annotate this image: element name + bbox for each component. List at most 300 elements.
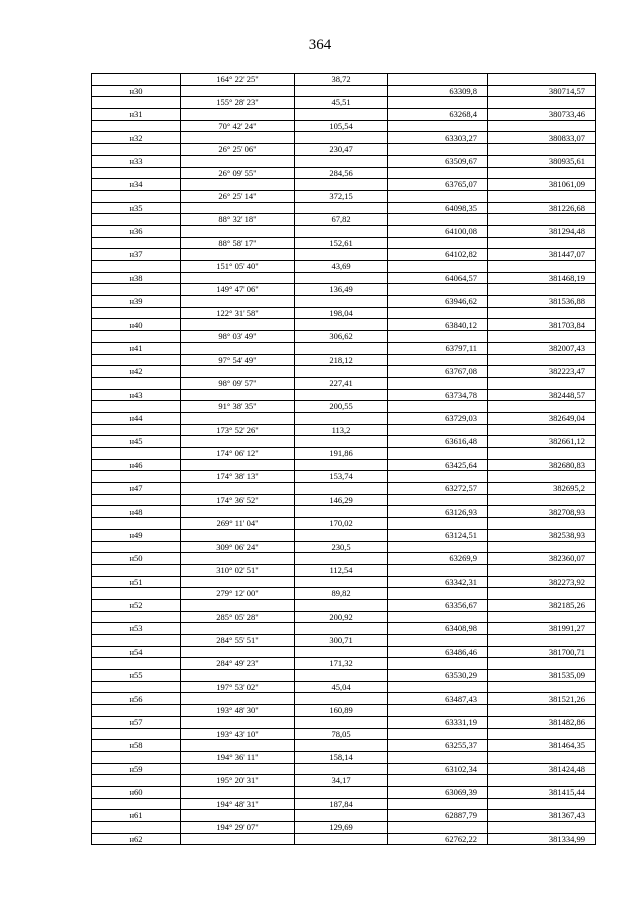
point-row — [92, 529, 596, 541]
segment-angle: 98° 09' 57" — [181, 377, 295, 389]
empty-cell — [92, 494, 181, 506]
point-name: н46 — [92, 459, 181, 471]
segment-length: 187,84 — [295, 798, 388, 810]
empty-cell — [92, 588, 181, 600]
empty-cell — [295, 225, 388, 237]
segment-angle: 310° 02' 51" — [181, 564, 295, 576]
empty-cell — [295, 109, 388, 121]
segment-angle: 26° 09' 55" — [181, 167, 295, 179]
empty-cell — [488, 307, 596, 319]
point-x: 63425,64 — [388, 459, 488, 471]
empty-cell — [295, 459, 388, 471]
point-y: 381294,48 — [488, 225, 596, 237]
empty-cell — [92, 144, 181, 156]
empty-cell — [181, 693, 295, 705]
point-x: 63729,03 — [388, 412, 488, 424]
point-y: 380833,07 — [488, 132, 596, 144]
point-y: 380935,61 — [488, 155, 596, 167]
empty-cell — [388, 284, 488, 296]
empty-cell — [488, 97, 596, 109]
segment-angle: 70° 42' 24" — [181, 120, 295, 132]
empty-cell — [181, 810, 295, 822]
empty-cell — [295, 366, 388, 378]
empty-cell — [295, 786, 388, 798]
empty-cell — [92, 728, 181, 740]
point-name: н48 — [92, 506, 181, 518]
point-x: 63269,9 — [388, 553, 488, 565]
point-name: н61 — [92, 810, 181, 822]
point-row — [92, 459, 596, 471]
segment-angle: 284° 55' 51" — [181, 635, 295, 647]
segment-length: 200,92 — [295, 611, 388, 623]
point-y: 382708,93 — [488, 506, 596, 518]
empty-cell — [92, 377, 181, 389]
segment-angle: 88° 32' 18" — [181, 214, 295, 226]
segment-length: 170,02 — [295, 518, 388, 530]
point-row — [92, 109, 596, 121]
segment-length: 198,04 — [295, 307, 388, 319]
empty-cell — [92, 354, 181, 366]
point-y: 381991,27 — [488, 623, 596, 635]
segment-angle: 193° 43' 10" — [181, 728, 295, 740]
point-row — [92, 85, 596, 97]
point-y: 381700,71 — [488, 646, 596, 658]
segment-length: 372,15 — [295, 190, 388, 202]
point-name: н37 — [92, 249, 181, 261]
empty-cell — [92, 541, 181, 553]
empty-cell — [488, 494, 596, 506]
empty-cell — [488, 658, 596, 670]
point-x: 63530,29 — [388, 670, 488, 682]
point-x: 64100,08 — [388, 225, 488, 237]
point-name: н54 — [92, 646, 181, 658]
empty-cell — [181, 529, 295, 541]
empty-cell — [488, 448, 596, 460]
coordinates-table-body — [92, 74, 596, 845]
empty-cell — [488, 120, 596, 132]
segment-angle: 155° 28' 23" — [181, 97, 295, 109]
segment-row — [92, 635, 596, 647]
point-row — [92, 483, 596, 495]
empty-cell — [92, 167, 181, 179]
segment-row — [92, 144, 596, 156]
point-y: 381482,86 — [488, 716, 596, 728]
point-name: н43 — [92, 389, 181, 401]
segment-row — [92, 97, 596, 109]
segment-row — [92, 401, 596, 413]
segment-length: 306,62 — [295, 331, 388, 343]
empty-cell — [181, 155, 295, 167]
point-row — [92, 810, 596, 822]
point-row — [92, 786, 596, 798]
segment-length: 112,54 — [295, 564, 388, 576]
empty-cell — [295, 319, 388, 331]
point-x: 63487,43 — [388, 693, 488, 705]
empty-cell — [388, 471, 488, 483]
point-x: 63255,37 — [388, 740, 488, 752]
point-y: 381536,88 — [488, 296, 596, 308]
empty-cell — [488, 401, 596, 413]
empty-cell — [92, 424, 181, 436]
segment-angle: 195° 20' 31" — [181, 775, 295, 787]
segment-angle: 174° 38' 13" — [181, 471, 295, 483]
point-row — [92, 319, 596, 331]
empty-cell — [92, 214, 181, 226]
segment-row — [92, 167, 596, 179]
segment-row — [92, 471, 596, 483]
empty-cell — [181, 599, 295, 611]
empty-cell — [388, 190, 488, 202]
point-x: 63331,19 — [388, 716, 488, 728]
point-row — [92, 506, 596, 518]
empty-cell — [181, 506, 295, 518]
point-y: 381424,48 — [488, 763, 596, 775]
empty-cell — [388, 518, 488, 530]
segment-row — [92, 120, 596, 132]
segment-angle: 97° 54' 49" — [181, 354, 295, 366]
segment-angle: 193° 48' 30" — [181, 705, 295, 717]
point-row — [92, 670, 596, 682]
point-x: 63840,12 — [388, 319, 488, 331]
empty-cell — [92, 658, 181, 670]
empty-cell — [92, 751, 181, 763]
segment-length: 152,61 — [295, 237, 388, 249]
segment-row — [92, 214, 596, 226]
segment-row — [92, 448, 596, 460]
segment-length: 153,74 — [295, 471, 388, 483]
empty-cell — [92, 471, 181, 483]
empty-cell — [92, 775, 181, 787]
segment-row — [92, 377, 596, 389]
empty-cell — [295, 716, 388, 728]
point-row — [92, 576, 596, 588]
point-row — [92, 296, 596, 308]
empty-cell — [488, 635, 596, 647]
point-y: 382185,26 — [488, 599, 596, 611]
segment-row — [92, 798, 596, 810]
segment-length: 113,2 — [295, 424, 388, 436]
empty-cell — [388, 775, 488, 787]
point-y: 382538,93 — [488, 529, 596, 541]
point-row — [92, 763, 596, 775]
empty-cell — [295, 693, 388, 705]
point-name: н38 — [92, 272, 181, 284]
point-row — [92, 342, 596, 354]
point-row — [92, 179, 596, 191]
empty-cell — [92, 190, 181, 202]
point-y: 381703,84 — [488, 319, 596, 331]
empty-cell — [295, 740, 388, 752]
point-y: 382680,83 — [488, 459, 596, 471]
point-x: 63616,48 — [388, 436, 488, 448]
empty-cell — [181, 249, 295, 261]
empty-cell — [488, 822, 596, 834]
segment-length: 171,32 — [295, 658, 388, 670]
point-x: 64064,57 — [388, 272, 488, 284]
empty-cell — [181, 412, 295, 424]
segment-angle: 285° 05' 28" — [181, 611, 295, 623]
empty-cell — [488, 611, 596, 623]
segment-angle: 164° 22' 25" — [181, 74, 295, 86]
point-x: 63303,27 — [388, 132, 488, 144]
empty-cell — [92, 822, 181, 834]
segment-angle: 122° 31' 58" — [181, 307, 295, 319]
point-row — [92, 202, 596, 214]
empty-cell — [388, 541, 488, 553]
point-name: н33 — [92, 155, 181, 167]
segment-angle: 194° 29' 07" — [181, 822, 295, 834]
empty-cell — [92, 261, 181, 273]
empty-cell — [488, 471, 596, 483]
point-x: 64102,82 — [388, 249, 488, 261]
empty-cell — [181, 716, 295, 728]
empty-cell — [295, 810, 388, 822]
point-name: н42 — [92, 366, 181, 378]
empty-cell — [92, 681, 181, 693]
segment-angle: 174° 06' 12" — [181, 448, 295, 460]
empty-cell — [295, 833, 388, 845]
segment-length: 146,29 — [295, 494, 388, 506]
empty-cell — [295, 412, 388, 424]
segment-angle: 279° 12' 00" — [181, 588, 295, 600]
point-row — [92, 740, 596, 752]
point-name: н62 — [92, 833, 181, 845]
point-x: 63765,07 — [388, 179, 488, 191]
empty-cell — [488, 728, 596, 740]
point-row — [92, 155, 596, 167]
empty-cell — [488, 564, 596, 576]
empty-cell — [388, 751, 488, 763]
point-x: 63069,39 — [388, 786, 488, 798]
point-x: 62762,22 — [388, 833, 488, 845]
empty-cell — [388, 74, 488, 86]
empty-cell — [181, 132, 295, 144]
segment-row — [92, 494, 596, 506]
segment-row — [92, 284, 596, 296]
point-row — [92, 436, 596, 448]
segment-row — [92, 705, 596, 717]
empty-cell — [92, 331, 181, 343]
point-name: н45 — [92, 436, 181, 448]
empty-cell — [295, 389, 388, 401]
empty-cell — [92, 307, 181, 319]
empty-cell — [388, 237, 488, 249]
point-name: н53 — [92, 623, 181, 635]
segment-row — [92, 424, 596, 436]
point-x: 64098,35 — [388, 202, 488, 214]
empty-cell — [181, 389, 295, 401]
empty-cell — [181, 833, 295, 845]
coordinates-table — [91, 73, 596, 845]
point-y: 382360,07 — [488, 553, 596, 565]
point-x: 63272,57 — [388, 483, 488, 495]
point-x: 63486,46 — [388, 646, 488, 658]
point-row — [92, 599, 596, 611]
empty-cell — [388, 822, 488, 834]
point-y: 380714,57 — [488, 85, 596, 97]
point-name: н58 — [92, 740, 181, 752]
empty-cell — [295, 85, 388, 97]
segment-angle: 91° 38' 35" — [181, 401, 295, 413]
segment-row — [92, 261, 596, 273]
empty-cell — [92, 284, 181, 296]
segment-length: 78,05 — [295, 728, 388, 740]
point-name: н30 — [92, 85, 181, 97]
point-x: 63309,8 — [388, 85, 488, 97]
point-y: 382223,47 — [488, 366, 596, 378]
point-y: 382273,92 — [488, 576, 596, 588]
point-name: н44 — [92, 412, 181, 424]
segment-row — [92, 354, 596, 366]
point-x: 63102,34 — [388, 763, 488, 775]
point-row — [92, 132, 596, 144]
empty-cell — [181, 623, 295, 635]
segment-angle: 149° 47' 06" — [181, 284, 295, 296]
empty-cell — [388, 377, 488, 389]
point-row — [92, 366, 596, 378]
empty-cell — [388, 448, 488, 460]
empty-cell — [295, 179, 388, 191]
segment-length: 230,47 — [295, 144, 388, 156]
segment-row — [92, 518, 596, 530]
point-name: н50 — [92, 553, 181, 565]
point-name: н40 — [92, 319, 181, 331]
segment-row — [92, 190, 596, 202]
empty-cell — [488, 167, 596, 179]
empty-cell — [92, 635, 181, 647]
point-x: 63126,93 — [388, 506, 488, 518]
point-name: н49 — [92, 529, 181, 541]
empty-cell — [388, 705, 488, 717]
empty-cell — [295, 670, 388, 682]
point-y: 382448,57 — [488, 389, 596, 401]
empty-cell — [181, 670, 295, 682]
point-row — [92, 249, 596, 261]
empty-cell — [295, 646, 388, 658]
segment-length: 284,56 — [295, 167, 388, 179]
point-y: 381521,26 — [488, 693, 596, 705]
point-row — [92, 646, 596, 658]
empty-cell — [295, 506, 388, 518]
empty-cell — [92, 705, 181, 717]
empty-cell — [488, 261, 596, 273]
point-name: н39 — [92, 296, 181, 308]
empty-cell — [295, 599, 388, 611]
segment-length: 227,41 — [295, 377, 388, 389]
segment-angle: 194° 36' 11" — [181, 751, 295, 763]
empty-cell — [295, 553, 388, 565]
empty-cell — [388, 611, 488, 623]
segment-length: 200,55 — [295, 401, 388, 413]
empty-cell — [92, 448, 181, 460]
empty-cell — [488, 424, 596, 436]
segment-angle: 173° 52' 26" — [181, 424, 295, 436]
point-name: н41 — [92, 342, 181, 354]
point-row — [92, 272, 596, 284]
empty-cell — [488, 214, 596, 226]
empty-cell — [388, 214, 488, 226]
empty-cell — [92, 401, 181, 413]
empty-cell — [181, 202, 295, 214]
empty-cell — [92, 798, 181, 810]
point-y: 381226,68 — [488, 202, 596, 214]
empty-cell — [488, 751, 596, 763]
empty-cell — [488, 705, 596, 717]
empty-cell — [488, 354, 596, 366]
segment-row — [92, 331, 596, 343]
point-row — [92, 693, 596, 705]
empty-cell — [388, 354, 488, 366]
segment-length: 43,69 — [295, 261, 388, 273]
empty-cell — [181, 109, 295, 121]
point-y: 381415,44 — [488, 786, 596, 798]
empty-cell — [181, 366, 295, 378]
empty-cell — [388, 401, 488, 413]
point-y: 380733,46 — [488, 109, 596, 121]
empty-cell — [488, 518, 596, 530]
empty-cell — [181, 296, 295, 308]
empty-cell — [388, 424, 488, 436]
empty-cell — [295, 763, 388, 775]
empty-cell — [92, 120, 181, 132]
empty-cell — [488, 284, 596, 296]
point-y: 382661,12 — [488, 436, 596, 448]
empty-cell — [388, 658, 488, 670]
empty-cell — [181, 179, 295, 191]
point-y: 381464,35 — [488, 740, 596, 752]
empty-cell — [488, 541, 596, 553]
empty-cell — [295, 342, 388, 354]
segment-length: 136,49 — [295, 284, 388, 296]
point-name: н35 — [92, 202, 181, 214]
empty-cell — [181, 459, 295, 471]
empty-cell — [181, 483, 295, 495]
empty-cell — [388, 798, 488, 810]
segment-angle: 194° 48' 31" — [181, 798, 295, 810]
segment-row — [92, 307, 596, 319]
empty-cell — [488, 190, 596, 202]
point-x: 63124,51 — [388, 529, 488, 541]
segment-row — [92, 564, 596, 576]
empty-cell — [295, 576, 388, 588]
empty-cell — [488, 775, 596, 787]
empty-cell — [181, 319, 295, 331]
empty-cell — [181, 763, 295, 775]
point-x: 63408,98 — [388, 623, 488, 635]
page-number: 364 — [308, 37, 332, 53]
point-x: 63509,67 — [388, 155, 488, 167]
segment-angle: 269° 11' 04" — [181, 518, 295, 530]
empty-cell — [488, 588, 596, 600]
empty-cell — [295, 623, 388, 635]
empty-cell — [488, 377, 596, 389]
empty-cell — [488, 144, 596, 156]
point-x: 63797,11 — [388, 342, 488, 354]
empty-cell — [92, 518, 181, 530]
segment-row — [92, 74, 596, 86]
empty-cell — [92, 74, 181, 86]
segment-length: 160,89 — [295, 705, 388, 717]
segment-length: 230,5 — [295, 541, 388, 553]
empty-cell — [295, 155, 388, 167]
point-y: 382695,2 — [488, 483, 596, 495]
empty-cell — [388, 97, 488, 109]
empty-cell — [295, 249, 388, 261]
segment-row — [92, 611, 596, 623]
segment-row — [92, 681, 596, 693]
point-y: 381061,09 — [488, 179, 596, 191]
point-row — [92, 412, 596, 424]
